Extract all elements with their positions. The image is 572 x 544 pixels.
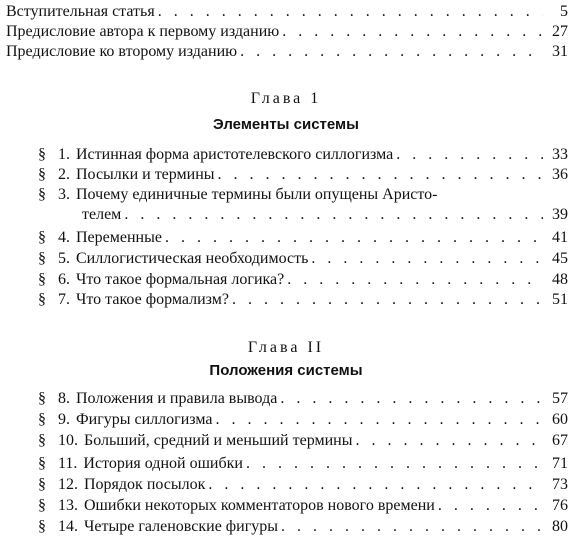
dot-leader [165, 228, 543, 248]
section-mark: § [38, 146, 46, 163]
chapter-title: Элементы системы [213, 116, 359, 133]
section-page: 73 [552, 476, 568, 493]
section-page: 48 [552, 271, 568, 288]
section-title: Положения и правила вывода [76, 390, 278, 407]
section-mark: § [38, 186, 46, 203]
chapter-label: Глава 1 [250, 90, 322, 107]
section-mark: § [38, 291, 46, 308]
section-title-continuation: телем [82, 206, 122, 223]
section-title: Силлогистическая необходимость [76, 250, 309, 267]
section-title: Почему единичные термины были опущены Аристо- [76, 186, 438, 203]
section-mark: § [38, 432, 46, 449]
toc-entry-page: 31 [552, 43, 568, 60]
toc-entry-page: 27 [552, 23, 568, 40]
section-title: Переменные [76, 229, 162, 246]
section-number: 8. [58, 390, 70, 407]
section-page: 36 [552, 166, 568, 183]
dot-leader [282, 22, 543, 42]
dot-leader [124, 205, 543, 225]
dot-leader [438, 496, 543, 516]
section-page: 80 [552, 518, 568, 535]
section-number: 13. [58, 497, 78, 514]
section-page: 71 [552, 455, 568, 472]
toc-section-entry [38, 228, 568, 248]
dot-leader [158, 2, 543, 22]
section-page: 33 [552, 146, 568, 163]
section-number: 2. [58, 166, 70, 183]
section-mark: § [38, 271, 46, 288]
section-number: 7. [58, 291, 70, 308]
toc-entry-introduction [6, 2, 568, 22]
section-page: 51 [552, 291, 568, 308]
section-title: Фигуры силлогизма [76, 411, 213, 428]
toc-section-entry [38, 410, 568, 430]
section-title: Порядок посылок [84, 476, 206, 493]
section-title: Что такое формализм? [76, 291, 229, 308]
section-number: 9. [58, 411, 70, 428]
section-number: 11. [58, 455, 78, 472]
section-number: 3. [58, 186, 70, 203]
toc-section-entry [38, 249, 568, 269]
section-page: 45 [552, 250, 568, 267]
toc-section-entry [38, 454, 568, 474]
section-title: Четыре галеновские фигуры [84, 518, 279, 535]
toc-entry-page: 5 [560, 3, 568, 20]
section-mark: § [38, 497, 46, 514]
toc-section-entry [38, 270, 568, 290]
section-mark: § [38, 476, 46, 493]
section-mark: § [38, 250, 46, 267]
dot-leader [208, 475, 543, 495]
dot-leader [396, 145, 543, 165]
section-mark: § [38, 518, 46, 535]
section-title: История одной ошибки [83, 455, 243, 472]
dot-leader [215, 410, 543, 430]
dot-leader [280, 389, 543, 409]
dot-leader [281, 517, 543, 537]
section-number: 10. [58, 432, 78, 449]
dot-leader [240, 42, 543, 62]
section-mark: § [38, 390, 46, 407]
toc-section-entry [38, 185, 568, 205]
toc-section-entry [38, 290, 568, 310]
toc-entry-second-edition-preface [6, 42, 568, 62]
toc-entry-title: Предисловие автора к первому изданию [6, 23, 280, 40]
dot-leader [218, 165, 543, 185]
section-number: 4. [58, 229, 70, 246]
section-mark: § [38, 411, 46, 428]
section-page: 76 [552, 497, 568, 514]
section-title: Посылки и термины [76, 166, 215, 183]
section-page: 67 [552, 432, 568, 449]
toc-entry-first-edition-preface [6, 22, 568, 42]
dot-leader [311, 249, 543, 269]
section-page: 39 [552, 206, 568, 223]
section-title: Что такое формальная логика? [76, 271, 285, 288]
dot-leader [287, 270, 543, 290]
section-title: Больший, средний и меньший термины [84, 432, 353, 449]
section-mark: § [38, 166, 46, 183]
section-number: 6. [58, 271, 70, 288]
section-title: Истинная форма аристотелевского силлогизма [76, 146, 394, 163]
toc-section-entry [38, 389, 568, 409]
section-number: 12. [58, 476, 78, 493]
section-page: 41 [552, 229, 568, 246]
dot-leader [355, 431, 543, 451]
section-mark: § [38, 229, 46, 246]
dot-leader [246, 454, 543, 474]
toc-section-entry [38, 517, 568, 537]
section-title: Ошибки некоторых комментаторов нового времени [84, 497, 435, 514]
toc-section-entry [38, 165, 568, 185]
section-page: 60 [552, 411, 568, 428]
toc-section-entry [38, 145, 568, 165]
section-number: 5. [58, 250, 70, 267]
toc-section-entry [38, 496, 568, 516]
section-mark: § [38, 455, 46, 472]
chapter-title: Положения системы [209, 362, 363, 379]
toc-entry-title: Предисловие ко второму изданию [6, 43, 238, 60]
toc-section-entry-continuation [82, 205, 568, 225]
toc-section-entry [38, 475, 568, 495]
section-number: 14. [58, 518, 78, 535]
toc-section-entry [38, 431, 568, 451]
section-page: 57 [552, 390, 568, 407]
dot-leader [232, 290, 543, 310]
section-number: 1. [58, 146, 70, 163]
toc-entry-title: Вступительная статья [6, 3, 155, 20]
chapter-label: Глава II [247, 339, 325, 356]
